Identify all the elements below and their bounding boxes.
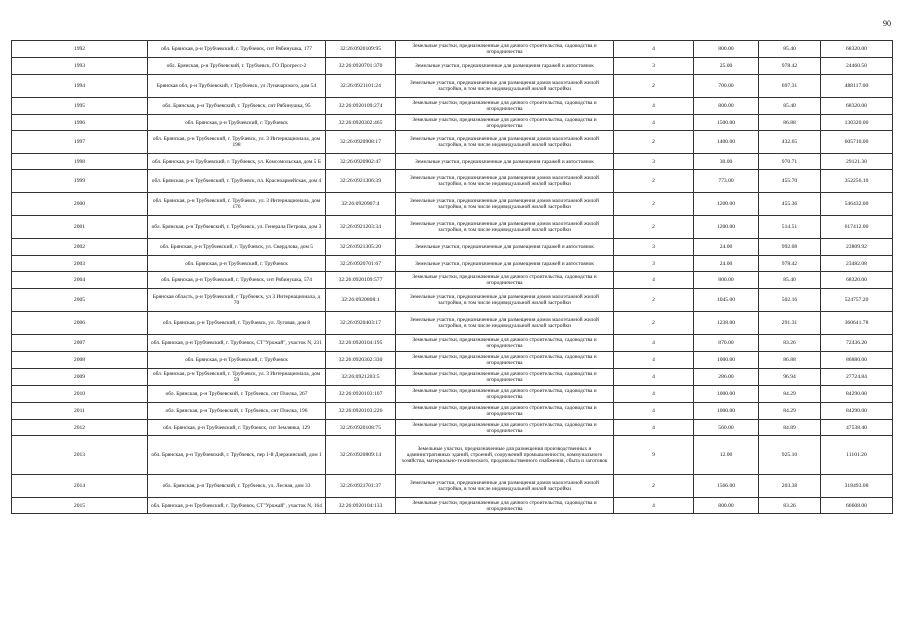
- table-row: [12, 386, 893, 403]
- land-use-cell: Земельные участки, предназначенные для дачного строительства, садоводства и огородничества: [396, 403, 614, 420]
- land-use-cell: Земельные участки, предназначенные для размещения домов малоэтажной жилой застройки, в том числе индивидуальной жилой застройки: [396, 75, 614, 98]
- row-number-cell: 1997: [12, 131, 148, 154]
- table-row: [12, 403, 893, 420]
- cadastral-value-table: [11, 40, 893, 514]
- address-cell: обл. Брянская, р-н Трубчевский, г. Трубчевск, снт Рябинушка, 95: [148, 98, 326, 115]
- specific-value-cell: 84.89: [759, 420, 821, 436]
- cadastral-value-cell: 84290.00: [821, 403, 893, 420]
- area-cell: 1200.00: [694, 216, 759, 239]
- land-use-cell: Земельные участки, предназначенные для размещения производственных и административных зданий, строений, сооружений промышленности, коммунального хозяйства, материально-технического, продовольственного снабжения, сбыта и заготовок: [396, 436, 614, 475]
- land-use-cell: Земельные участки, предназначенные для дачного строительства, садоводства и огородничества: [396, 386, 614, 403]
- address-cell: обл. Брянская, р-н Трубчевский, г. Трубчевск, ул. Свердлова, дом 5: [148, 239, 326, 256]
- cadastral-value-cell: 546432.00: [821, 193, 893, 216]
- cadastral-value-cell: 352256.10: [821, 170, 893, 193]
- address-cell: обл. Брянская, р-н Трубчевский, г. Трубчевск: [148, 352, 326, 369]
- land-use-cell: Земельные участки, предназначенные для размещения домов малоэтажной жилой застройки, в том числе индивидуальной жилой застройки: [396, 170, 614, 193]
- address-cell: обл. Брянская, р-н Трубчевский, г. Трубчевск, снт Пчелка, 196: [148, 403, 326, 420]
- cadastral-number-cell: 32:26:0920104:133: [326, 498, 396, 514]
- area-cell: 1000.00: [694, 403, 759, 420]
- land-use-cell: Земельные участки, предназначенные для размещения домов малоэтажной жилой застройки, в том числе индивидуальной жилой застройки: [396, 475, 614, 498]
- table-row: [12, 335, 893, 352]
- area-cell: 773.00: [694, 170, 759, 193]
- specific-value-cell: 85.40: [759, 272, 821, 289]
- cadastral-value-cell: 68320.00: [821, 41, 893, 58]
- area-cell: 1000.00: [694, 386, 759, 403]
- land-use-cell: Земельные участки, предназначенные для размещения гаражей и автостоянок: [396, 239, 614, 256]
- cadastral-value-cell: 66608.00: [821, 498, 893, 514]
- group-cell: 4: [614, 403, 694, 420]
- cadastral-value-cell: 488117.00: [821, 75, 893, 98]
- group-cell: 2: [614, 475, 694, 498]
- address-cell: обл. Брянская, р-н Трубчевский, г. Трубчевск, снт Рябинушка, 574: [148, 272, 326, 289]
- address-cell: обл. Брянская, р-н Трубчевский, г. Трубчевск, ул. 3 Интернационала, дом 59: [148, 369, 326, 386]
- land-use-cell: Земельные участки, предназначенные для размещения домов малоэтажной жилой застройки, в том числе индивидуальной жилой застройки: [396, 193, 614, 216]
- table-row: [12, 131, 893, 154]
- address-cell: обл. Брянская, р-н Трубчевский, г. Трубчевск, ул. Луговая, дом 8: [148, 312, 326, 335]
- cadastral-value-cell: 617412.00: [821, 216, 893, 239]
- table-row: [12, 420, 893, 436]
- area-cell: 700.00: [694, 75, 759, 98]
- land-use-cell: Земельные участки, предназначенные для дачного строительства, садоводства и огородничества: [396, 420, 614, 436]
- area-cell: 1000.00: [694, 352, 759, 369]
- group-cell: 2: [614, 131, 694, 154]
- cadastral-value-cell: 27724.84: [821, 369, 893, 386]
- row-number-cell: 2010: [12, 386, 148, 403]
- specific-value-cell: 84.29: [759, 403, 821, 420]
- table-row: [12, 216, 893, 239]
- area-cell: 1045.00: [694, 289, 759, 312]
- cadastral-value-cell: 47538.40: [821, 420, 893, 436]
- cadastral-number-cell: 32:26:0920809:14: [326, 436, 396, 475]
- land-use-cell: Земельные участки, предназначенные для дачного строительства, садоводства и огородничества: [396, 352, 614, 369]
- row-number-cell: 2013: [12, 436, 148, 475]
- table-row: [12, 115, 893, 131]
- cadastral-value-cell: 84290.00: [821, 386, 893, 403]
- cadastral-value-cell: 605710.00: [821, 131, 893, 154]
- group-cell: 3: [614, 256, 694, 272]
- group-cell: 3: [614, 58, 694, 75]
- cadastral-number-cell: 32:26:0921203:5: [326, 369, 396, 386]
- cadastral-number-cell: 32:26:0920808:1: [326, 289, 396, 312]
- group-cell: 4: [614, 41, 694, 58]
- row-number-cell: 2006: [12, 312, 148, 335]
- group-cell: 3: [614, 239, 694, 256]
- group-cell: 2: [614, 170, 694, 193]
- table-row: [12, 98, 893, 115]
- area-cell: 1566.00: [694, 475, 759, 498]
- land-use-cell: Земельные участки, предназначенные для размещения гаражей и автостоянок: [396, 154, 614, 170]
- address-cell: Брянская обл, р-н Трубчевский, г Трубчевск, ул Луначарского, дом 54: [148, 75, 326, 98]
- area-cell: 800.00: [694, 98, 759, 115]
- table-row: [12, 272, 893, 289]
- land-use-cell: Земельные участки, предназначенные для дачного строительства, садоводства и огородничества: [396, 41, 614, 58]
- group-cell: 4: [614, 420, 694, 436]
- specific-value-cell: 978.42: [759, 256, 821, 272]
- land-use-cell: Земельные участки, предназначенные для размещения домов малоэтажной жилой застройки, в том числе индивидуальной жилой застройки: [396, 312, 614, 335]
- cadastral-value-cell: 86880.00: [821, 352, 893, 369]
- cadastral-value-cell: 72436.20: [821, 335, 893, 352]
- row-number-cell: 1999: [12, 170, 148, 193]
- table-row: [12, 256, 893, 272]
- cadastral-value-cell: 524757.20: [821, 289, 893, 312]
- address-cell: обл. Брянская, р-н Трубчевский, г. Трубчевск, ул. Генерала Петрова, дом 3: [148, 216, 326, 239]
- table-row: [12, 170, 893, 193]
- specific-value-cell: 502.16: [759, 289, 821, 312]
- area-cell: 286.00: [694, 369, 759, 386]
- table-row: [12, 369, 893, 386]
- row-number-cell: 2009: [12, 369, 148, 386]
- address-cell: обл. Брянская, р-н Трубчевский, г. Трубчевск, ул. 3 Интернационала, дом 198: [148, 131, 326, 154]
- land-use-cell: Земельные участки, предназначенные для дачного строительства, садоводства и огородничества: [396, 98, 614, 115]
- specific-value-cell: 432.65: [759, 131, 821, 154]
- land-use-cell: Земельные участки, предназначенные для размещения домов малоэтажной жилой застройки, в том числе индивидуальной жилой застройки: [396, 131, 614, 154]
- specific-value-cell: 970.71: [759, 154, 821, 170]
- row-number-cell: 2000: [12, 193, 148, 216]
- cadastral-number-cell: 32:26:0920109:577: [326, 272, 396, 289]
- cadastral-number-cell: 32:26:0921203:34: [326, 216, 396, 239]
- specific-value-cell: 514.51: [759, 216, 821, 239]
- land-use-cell: Земельные участки, предназначенные для дачного строительства, садоводства и огородничества: [396, 369, 614, 386]
- land-use-cell: Земельные участки, предназначенные для размещения гаражей и автостоянок: [396, 256, 614, 272]
- row-number-cell: 2001: [12, 216, 148, 239]
- table-row: [12, 312, 893, 335]
- area-cell: 800.00: [694, 498, 759, 514]
- cadastral-number-cell: 32:26:0920302:330: [326, 352, 396, 369]
- table-row: [12, 41, 893, 58]
- land-use-cell: Земельные участки, предназначенные для дачного строительства, садоводства и огородничества: [396, 272, 614, 289]
- cadastral-value-cell: 360641.78: [821, 312, 893, 335]
- specific-value-cell: 697.31: [759, 75, 821, 98]
- cadastral-value-cell: 29121.30: [821, 154, 893, 170]
- row-number-cell: 2005: [12, 289, 148, 312]
- area-cell: 25.00: [694, 58, 759, 75]
- group-cell: 3: [614, 154, 694, 170]
- row-number-cell: 2015: [12, 498, 148, 514]
- group-cell: 4: [614, 272, 694, 289]
- group-cell: 4: [614, 335, 694, 352]
- cadastral-number-cell: 32:26:0920109:95: [326, 41, 396, 58]
- cadastral-number-cell: 32:26:0921305:20: [326, 239, 396, 256]
- land-use-cell: Земельные участки, предназначенные для дачного строительства, садоводства и огородничества: [396, 115, 614, 131]
- group-cell: 4: [614, 386, 694, 403]
- area-cell: 800.00: [694, 272, 759, 289]
- table-row: [12, 289, 893, 312]
- specific-value-cell: 84.29: [759, 386, 821, 403]
- table-row: [12, 58, 893, 75]
- page-number: 90: [883, 19, 891, 28]
- specific-value-cell: 455.70: [759, 170, 821, 193]
- area-cell: 30.00: [694, 154, 759, 170]
- cadastral-number-cell: 32:26:0920902:47: [326, 154, 396, 170]
- land-use-cell: Земельные участки, предназначенные для размещения гаражей и автостоянок: [396, 58, 614, 75]
- row-number-cell: 2004: [12, 272, 148, 289]
- address-cell: обл. Брянская, р-н Трубчевский, г. Трубчевск, снт Пчелка, 267: [148, 386, 326, 403]
- area-cell: 870.00: [694, 335, 759, 352]
- cadastral-number-cell: 32:26:0920104:195: [326, 335, 396, 352]
- land-use-cell: Земельные участки, предназначенные для размещения домов малоэтажной жилой застройки, в том числе индивидуальной жилой застройки: [396, 216, 614, 239]
- address-cell: обл. Брянская, р-н Трубчевский, г. Трубчевск, пер 1-й Дзержинский, дом 1: [148, 436, 326, 475]
- specific-value-cell: 291.31: [759, 312, 821, 335]
- address-cell: обл. Брянская, р-н Трубчевский, г. Трубчевск, ул. 3 Интернационала, дом 176: [148, 193, 326, 216]
- address-cell: обл. Брянская, р-н Трубчевский, г. Трубчевск: [148, 115, 326, 131]
- address-cell: Брянская область, р-н Трубчевский, г Трубчевск, ул 3 Интернационала, д 70: [148, 289, 326, 312]
- cadastral-number-cell: 32:26:0920701:370: [326, 58, 396, 75]
- cadastral-value-cell: 23809.92: [821, 239, 893, 256]
- group-cell: 4: [614, 98, 694, 115]
- row-number-cell: 1995: [12, 98, 148, 115]
- area-cell: 1500.00: [694, 115, 759, 131]
- address-cell: обл. Брянская, р-н Трубчевский, г. Трубчевск, СТ"Урожай", участок N, 231: [148, 335, 326, 352]
- row-number-cell: 2011: [12, 403, 148, 420]
- specific-value-cell: 992.08: [759, 239, 821, 256]
- row-number-cell: 2012: [12, 420, 148, 436]
- cadastral-value-cell: 318493.08: [821, 475, 893, 498]
- land-use-cell: Земельные участки, предназначенные для дачного строительства, садоводства и огородничества: [396, 335, 614, 352]
- cadastral-number-cell: 32:26:0920103:107: [326, 386, 396, 403]
- group-cell: 2: [614, 193, 694, 216]
- specific-value-cell: 203.38: [759, 475, 821, 498]
- cadastral-number-cell: 32:26:0920109:274: [326, 98, 396, 115]
- group-cell: 2: [614, 216, 694, 239]
- specific-value-cell: 96.94: [759, 369, 821, 386]
- cadastral-value-cell: 11101.20: [821, 436, 893, 475]
- specific-value-cell: 925.10: [759, 436, 821, 475]
- table-row: [12, 239, 893, 256]
- table-row: [12, 352, 893, 369]
- specific-value-cell: 86.88: [759, 115, 821, 131]
- row-number-cell: 1992: [12, 41, 148, 58]
- group-cell: 4: [614, 352, 694, 369]
- specific-value-cell: 85.40: [759, 41, 821, 58]
- table-row: [12, 193, 893, 216]
- cadastral-number-cell: 32:26:0921306:39: [326, 170, 396, 193]
- area-cell: 800.00: [694, 41, 759, 58]
- area-cell: 24.00: [694, 256, 759, 272]
- group-cell: 2: [614, 289, 694, 312]
- address-cell: обл. Брянская, р-н Трубчевский, г. Трубчевск, пл. Красноармейская, дом 4: [148, 170, 326, 193]
- table-row: [12, 498, 893, 514]
- row-number-cell: 1998: [12, 154, 148, 170]
- row-number-cell: 2008: [12, 352, 148, 369]
- cadastral-number-cell: 32:26:0920907:4: [326, 193, 396, 216]
- table-row: [12, 436, 893, 475]
- row-number-cell: 1996: [12, 115, 148, 131]
- cadastral-number-cell: 32:26:0921701:37: [326, 475, 396, 498]
- cadastral-number-cell: 32:26:0920908:17: [326, 131, 396, 154]
- cadastral-number-cell: 32:26:0920403:17: [326, 312, 396, 335]
- group-cell: 4: [614, 369, 694, 386]
- cadastral-number-cell: 32:26:0921101:24: [326, 75, 396, 98]
- cadastral-value-cell: 24460.50: [821, 58, 893, 75]
- address-cell: обл. Брянская, р-н Трубчевский, г. Трубчевск, снт Землянка, 129: [148, 420, 326, 436]
- group-cell: 9: [614, 436, 694, 475]
- area-cell: 1238.00: [694, 312, 759, 335]
- address-cell: обл. Брянская, р-н Трубчевский, г. Трубчевск, ГО Прогресс-2: [148, 58, 326, 75]
- specific-value-cell: 978.42: [759, 58, 821, 75]
- table-row: [12, 154, 893, 170]
- row-number-cell: 2014: [12, 475, 148, 498]
- cadastral-number-cell: 32:26:0920302:465: [326, 115, 396, 131]
- specific-value-cell: 83.26: [759, 498, 821, 514]
- address-cell: обл. Брянская, р-н Трубчевский, г. Трубчевск, снт Рябинушка, 177: [148, 41, 326, 58]
- area-cell: 1200.00: [694, 193, 759, 216]
- group-cell: 4: [614, 115, 694, 131]
- cadastral-number-cell: 32:26:0920103:226: [326, 403, 396, 420]
- specific-value-cell: 85.40: [759, 98, 821, 115]
- specific-value-cell: 83.26: [759, 335, 821, 352]
- land-use-cell: Земельные участки, предназначенные для размещения домов малоэтажной жилой застройки, в том числе индивидуальной жилой застройки: [396, 289, 614, 312]
- specific-value-cell: 86.88: [759, 352, 821, 369]
- row-number-cell: 1994: [12, 75, 148, 98]
- address-cell: обл. Брянская, р-н Трубчевский, г. Трубчевск, ул. Комсомольская, дом 5 Б: [148, 154, 326, 170]
- cadastral-value-cell: 68320.00: [821, 272, 893, 289]
- specific-value-cell: 455.36: [759, 193, 821, 216]
- cadastral-number-cell: 32:26:0920108:75: [326, 420, 396, 436]
- cadastral-number-cell: 32:26:0920701:67: [326, 256, 396, 272]
- cadastral-value-cell: 68320.00: [821, 98, 893, 115]
- address-cell: обл. Брянская, р-н Трубчевский, г. Трубчевск, СТ"Урожай", участок N, 164: [148, 498, 326, 514]
- address-cell: обл. Брянская, р-н Трубчевский, г. Трубчевск: [148, 256, 326, 272]
- area-cell: 24.00: [694, 239, 759, 256]
- address-cell: обл. Брянская, р-н Трубчевский, г. Трубчевск, ул. Лесная, дом 33: [148, 475, 326, 498]
- group-cell: 4: [614, 498, 694, 514]
- row-number-cell: 2002: [12, 239, 148, 256]
- land-use-cell: Земельные участки, предназначенные для дачного строительства, садоводства и огородничества: [396, 498, 614, 514]
- group-cell: 2: [614, 75, 694, 98]
- cadastral-value-cell: 23482.08: [821, 256, 893, 272]
- area-cell: 1400.00: [694, 131, 759, 154]
- area-cell: 12.00: [694, 436, 759, 475]
- cadastral-value-cell: 130320.00: [821, 115, 893, 131]
- group-cell: 2: [614, 312, 694, 335]
- area-cell: 560.00: [694, 420, 759, 436]
- table-body: [12, 41, 893, 514]
- row-number-cell: 2007: [12, 335, 148, 352]
- table-row: [12, 475, 893, 498]
- row-number-cell: 2003: [12, 256, 148, 272]
- row-number-cell: 1993: [12, 58, 148, 75]
- table-row: [12, 75, 893, 98]
